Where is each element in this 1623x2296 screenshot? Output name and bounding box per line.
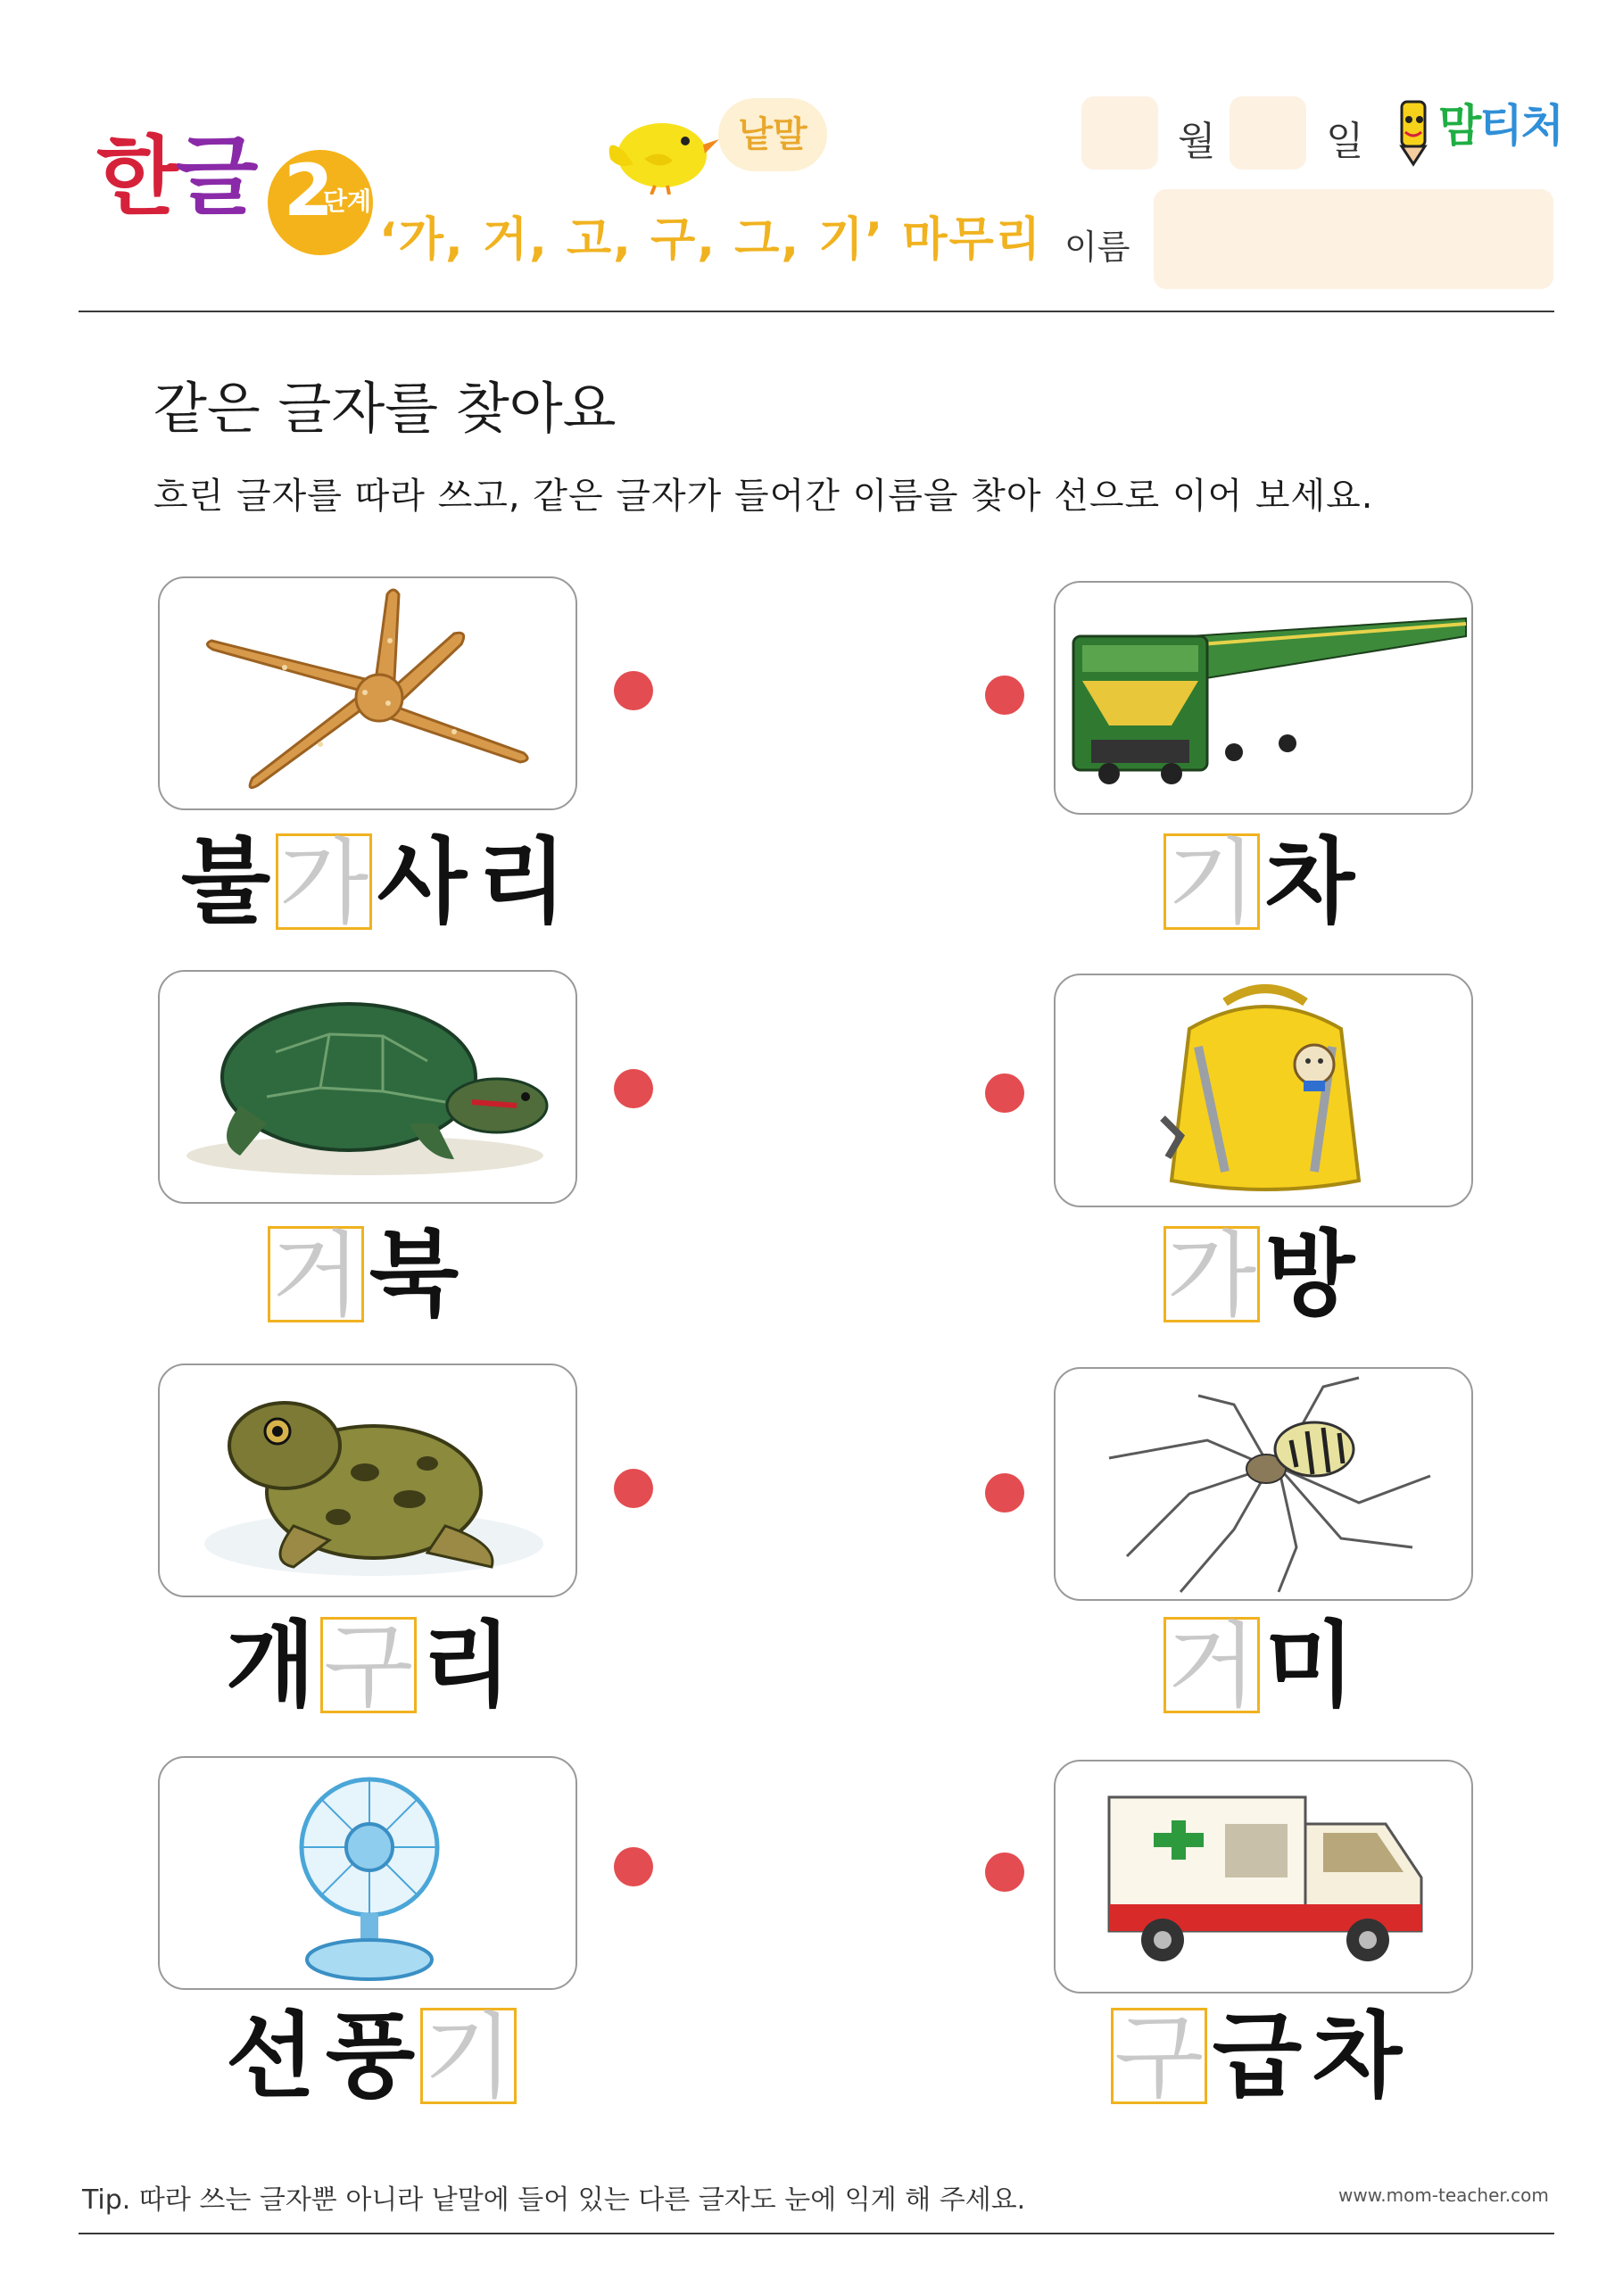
match-dot-left-3[interactable] xyxy=(614,1469,653,1508)
train-picture xyxy=(1056,583,1473,815)
name-label: 이름 xyxy=(1064,228,1130,267)
picture-card-fan xyxy=(158,1756,577,1990)
chick-icon xyxy=(598,105,723,195)
word-char: 불 xyxy=(180,827,271,936)
word-char: 사 xyxy=(377,827,468,936)
match-dot-right-1[interactable] xyxy=(985,676,1024,715)
trace-char-box[interactable]: 구 xyxy=(320,1617,417,1713)
word-char: 차 xyxy=(1264,827,1355,936)
brand-logo xyxy=(1438,100,1562,152)
word-char: 미 xyxy=(1264,1611,1355,1720)
lesson-title: ‘가, 거, 고, 구, 그, 기’ 마무리 xyxy=(379,213,1042,267)
trace-char-box[interactable]: 구 xyxy=(1111,2008,1207,2104)
word-char: 북 xyxy=(368,1220,460,1329)
match-dot-right-4[interactable] xyxy=(985,1853,1024,1892)
activity-instruction: 흐린 글자를 따라 쓰고, 같은 글자가 들어간 이름을 찾아 선으로 이어 보세요. xyxy=(153,476,1374,517)
word-train xyxy=(1163,827,1360,937)
trace-char-box[interactable]: 기 xyxy=(1163,833,1260,930)
frog-picture xyxy=(160,1365,577,1597)
footer-tip: Tip. 따라 쓰는 글자뿐 아니라 낱말에 들어 있는 다른 글자도 눈에 익게 해 주세요. xyxy=(82,2184,1026,2216)
match-dot-left-1[interactable] xyxy=(614,671,653,710)
logo-geul-char: 글 xyxy=(175,127,255,227)
word-char: 차 xyxy=(1312,2002,1403,2110)
fan-picture xyxy=(160,1758,577,1990)
trace-char-box[interactable]: 기 xyxy=(420,2008,517,2104)
turtle-picture xyxy=(160,972,577,1204)
name-input[interactable] xyxy=(1154,189,1553,289)
brand-part1: 맘 xyxy=(1438,100,1480,152)
day-input[interactable] xyxy=(1230,96,1306,170)
activity-heading: 같은 글자를 찾아요 xyxy=(153,376,617,441)
picture-card-turtle xyxy=(158,970,577,1204)
word-char: 리 xyxy=(421,1611,512,1720)
word-type-pill: 낱말 xyxy=(718,98,827,171)
picture-card-ambulance xyxy=(1054,1760,1473,1993)
match-dot-right-3[interactable] xyxy=(985,1473,1024,1513)
footer-website: www.mom-teacher.com xyxy=(1338,2184,1549,2206)
picture-card-backpack xyxy=(1054,974,1473,1207)
match-dot-right-2[interactable] xyxy=(985,1073,1024,1113)
header-divider xyxy=(79,311,1554,312)
word-char: 개 xyxy=(225,1611,316,1720)
word-turtle xyxy=(268,1220,464,1330)
starfish-picture xyxy=(160,578,577,810)
word-fan xyxy=(220,2002,517,2111)
word-char: 풍 xyxy=(325,2002,416,2110)
backpack-picture xyxy=(1056,975,1473,1207)
spider-picture xyxy=(1056,1369,1473,1601)
word-char: 방 xyxy=(1264,1220,1355,1329)
pencil-mascot-icon xyxy=(1387,96,1441,168)
word-char: 리 xyxy=(476,827,567,936)
picture-card-spider xyxy=(1054,1367,1473,1601)
brand-part2: 티처 xyxy=(1479,100,1562,152)
picture-card-frog xyxy=(158,1364,577,1597)
word-frog xyxy=(220,1611,517,1720)
picture-card-starfish xyxy=(158,576,577,810)
day-label: 일 xyxy=(1326,119,1364,164)
word-starfish xyxy=(176,827,572,937)
picture-card-train xyxy=(1054,581,1473,815)
word-ambulance xyxy=(1111,2002,1407,2111)
word-backpack xyxy=(1163,1220,1360,1330)
month-label: 월 xyxy=(1178,119,1216,164)
trace-char-box[interactable]: 거 xyxy=(1163,1617,1260,1713)
trace-char-box[interactable]: 가 xyxy=(1163,1226,1260,1322)
match-dot-left-4[interactable] xyxy=(614,1847,653,1886)
level-suffix: 단계 xyxy=(323,186,372,216)
level-number: 2 xyxy=(284,149,334,232)
month-input[interactable] xyxy=(1081,96,1158,170)
trace-char-box[interactable]: 거 xyxy=(268,1226,364,1322)
ambulance-picture xyxy=(1056,1761,1473,1993)
footer-divider xyxy=(79,2233,1554,2234)
word-spider xyxy=(1163,1611,1360,1720)
match-dot-left-2[interactable] xyxy=(614,1069,653,1108)
trace-char-box[interactable]: 가 xyxy=(276,833,372,930)
level-badge xyxy=(268,150,373,255)
word-char: 선 xyxy=(225,2002,316,2110)
logo-han-char: 한 xyxy=(96,127,176,227)
word-char: 급 xyxy=(1212,2002,1303,2110)
hangul-logo xyxy=(96,127,255,227)
